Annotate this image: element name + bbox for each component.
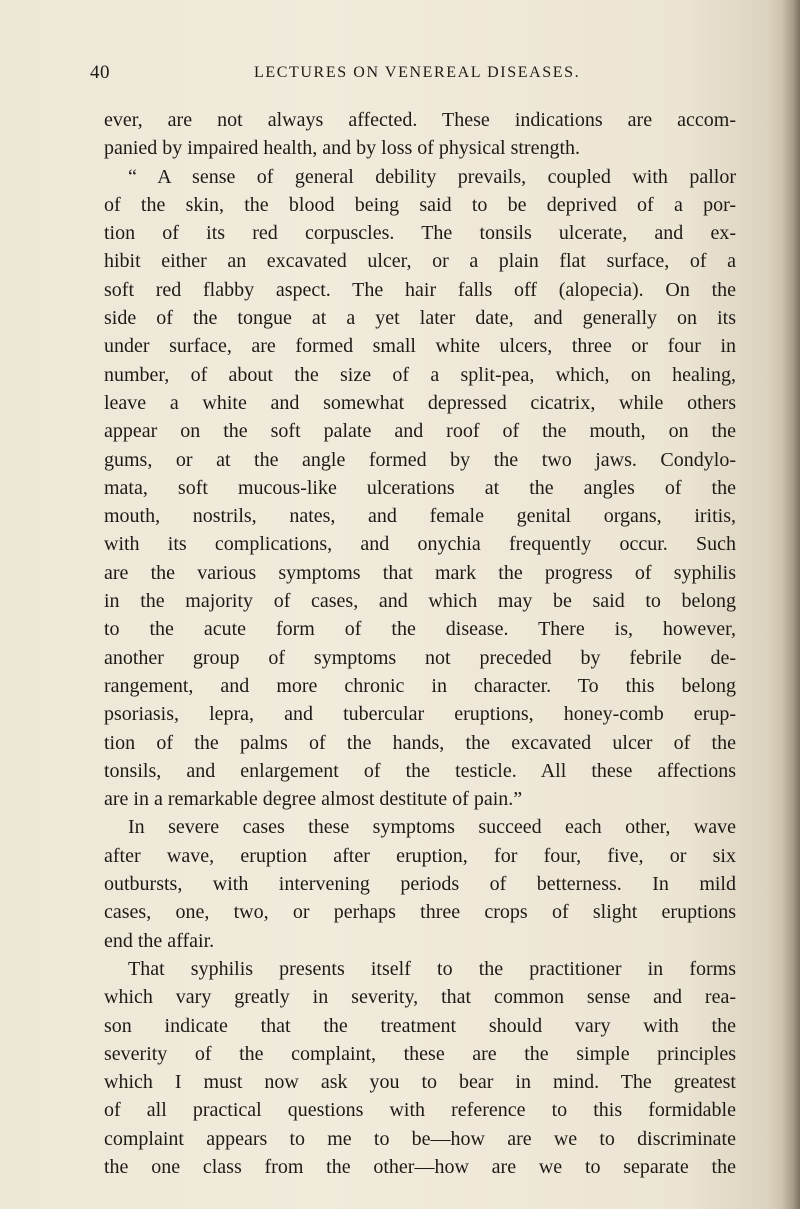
- text-line: soft red flabby aspect. The hair falls off (alopecia). On the: [104, 278, 736, 301]
- text-line: cases, one, two, or perhaps three crops of slight eruptions: [104, 901, 736, 924]
- page-edge-shadow: [782, 0, 800, 1209]
- text-line: number, of about the size of a split-pea, which, on healing,: [104, 363, 736, 386]
- running-head: LECTURES ON VENEREAL DISEASES.: [254, 64, 581, 81]
- text-line: tion of the palms of the hands, the excavated ulcer of the: [104, 731, 736, 754]
- text-line: are in a remarkable degree almost destitute of pain.”: [104, 788, 523, 811]
- text-line: In severe cases these symptoms succeed each other, wave: [128, 816, 736, 839]
- text-line: panied by impaired health, and by loss of physical strength.: [104, 137, 581, 160]
- text-line: severity of the complaint, these are the simple principles: [104, 1042, 736, 1065]
- text-line: hibit either an excavated ulcer, or a plain flat surface, of a: [104, 250, 736, 273]
- text-line: end the affair.: [104, 929, 215, 952]
- text-line: ever, are not always affected. These indications are accom-: [104, 109, 736, 131]
- text-line: That syphilis presents itself to the practitioner in forms: [128, 957, 736, 980]
- text-line: with its complications, and onychia frequently occur. Such: [104, 533, 736, 556]
- text-line: son indicate that the treatment should vary with the: [104, 1014, 736, 1037]
- text-line: mata, soft mucous-like ulcerations at the angles of the: [104, 476, 736, 499]
- text-line: which I must now ask you to bear in mind. The greatest: [104, 1071, 736, 1094]
- text-line: tion of its red corpuscles. The tonsils ulcerate, and ex-: [104, 222, 736, 245]
- text-line: under surface, are formed small white ulcers, three or four in: [104, 335, 736, 358]
- text-line: of all practical questions with reference to this formidable: [104, 1099, 736, 1122]
- text-line: which vary greatly in severity, that common sense and rea-: [104, 986, 736, 1009]
- text-line: in the majority of cases, and which may be said to belong: [104, 590, 736, 613]
- text-line: are the various symptoms that mark the progress of syphilis: [104, 561, 736, 584]
- text-line: gums, or at the angle formed by the two jaws. Condylo-: [104, 448, 736, 471]
- text-line: psoriasis, lepra, and tubercular eruptions, honey-comb erup-: [104, 703, 736, 726]
- text-line: after wave, eruption after eruption, for four, five, or six: [104, 844, 736, 867]
- body-text: [104, 106, 736, 1181]
- page-header: [90, 62, 730, 88]
- page-number: 40: [90, 62, 110, 83]
- text-line: the one class from the other—how are we to separate the: [104, 1155, 736, 1178]
- text-line: complaint appears to me to be—how are we to discriminate: [104, 1127, 736, 1150]
- text-line: mouth, nostrils, nates, and female genital organs, iritis,: [104, 505, 736, 528]
- text-line: another group of symptoms not preceded by febrile de-: [104, 646, 736, 669]
- text-line: leave a white and somewhat depressed cicatrix, while others: [104, 391, 736, 414]
- text-line: tonsils, and enlargement of the testicle. All these affections: [104, 759, 736, 782]
- text-line: to the acute form of the disease. There is, however,: [104, 618, 736, 641]
- text-line: “ A sense of general debility prevails, coupled with pallor: [128, 165, 736, 188]
- text-line: side of the tongue at a yet later date, and generally on its: [104, 307, 736, 330]
- text-line: appear on the soft palate and roof of the mouth, on the: [104, 420, 736, 443]
- text-line: of the skin, the blood being said to be deprived of a por-: [104, 193, 736, 216]
- text-line: rangement, and more chronic in character. To this belong: [104, 674, 736, 697]
- text-line: outbursts, with intervening periods of betterness. In mild: [104, 873, 736, 896]
